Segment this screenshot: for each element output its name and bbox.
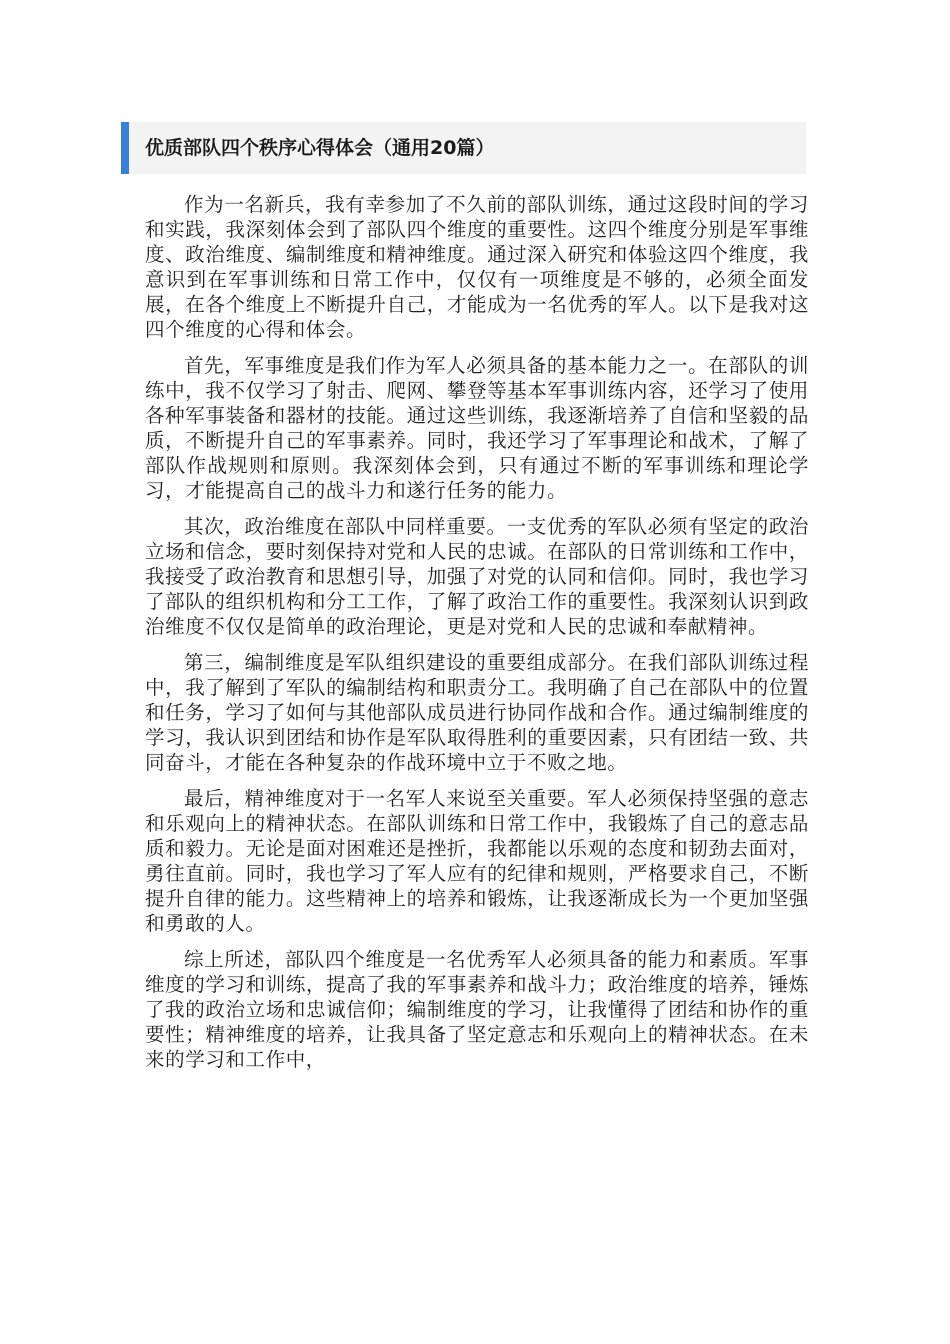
paragraph-military: 首先，军事维度是我们作为军人必须具备的基本能力之一。在部队的训练中，我不仅学习了射击、爬网、攀登等基本军事训练内容，还学习了使用各种军事装备和器材的技能。通过这些训练，我逐渐培养了自信和坚毅的品质，不断提升自己的军事素养。同时，我还学习了军事理论和战术，了解了部队作战规则和原则。我深刻体会到，只有通过不断的军事训练和理论学习，才能提高自己的战斗力和遂行任务的能力。 (145, 354, 809, 502)
article-body (145, 192, 809, 1083)
title-bar (121, 122, 806, 174)
page-title: 优质部队四个秩序心得体会（通用20篇） (145, 137, 495, 159)
paragraph-spirit: 最后，精神维度对于一名军人来说至关重要。军人必须保持坚强的意志和乐观向上的精神状态。在部队训练和日常工作中，我锻炼了自己的意志品质和毅力。无论是面对困难还是挫折，我都能以乐观的态度和韧劲去面对，勇往直前。同时，我也学习了军人应有的纪律和规则，严格要求自己，不断提升自律的能力。这些精神上的培养和锻炼，让我逐渐成长为一个更加坚强和勇敢的人。 (145, 787, 809, 935)
paragraph-organization: 第三，编制维度是军队组织建设的重要组成部分。在我们部队训练过程中，我了解到了军队的编制结构和职责分工。我明确了自己在部队中的位置和任务，学习了如何与其他部队成员进行协同作战和合作。通过编制维度的学习，我认识到团结和协作是军队取得胜利的重要因素，只有团结一致、共同奋斗，才能在各种复杂的作战环境中立于不败之地。 (145, 651, 809, 774)
paragraph-intro: 作为一名新兵，我有幸参加了不久前的部队训练，通过这段时间的学习和实践，我深刻体会到了部队四个维度的重要性。这四个维度分别是军事维度、政治维度、编制维度和精神维度。通过深入研究和体验这四个维度，我意识到在军事训练和日常工作中，仅仅有一项维度是不够的，必须全面发展，在各个维度上不断提升自己，才能成为一名优秀的军人。以下是我对这四个维度的心得和体会。 (145, 193, 809, 341)
paragraph-summary: 综上所述，部队四个维度是一名优秀军人必须具备的能力和素质。军事维度的学习和训练，提高了我的军事素养和战斗力；政治维度的培养，锤炼了我的政治立场和忠诚信仰；编制维度的学习，让我懂得了团结和协作的重要性；精神维度的培养，让我具备了坚定意志和乐观向上的精神状态。在未来的学习和工作中， (145, 948, 809, 1071)
title-accent-bar (121, 122, 129, 174)
paragraph-political: 其次，政治维度在部队中同样重要。一支优秀的军队必须有坚定的政治立场和信念，要时刻保持对党和人民的忠诚。在部队的日常训练和工作中，我接受了政治教育和思想引导，加强了对党的认同和信仰。同时，我也学习了部队的组织机构和分工工作，了解了政治工作的重要性。我深刻认识到政治维度不仅仅是简单的政治理论，更是对党和人民的忠诚和奉献精神。 (145, 515, 809, 638)
